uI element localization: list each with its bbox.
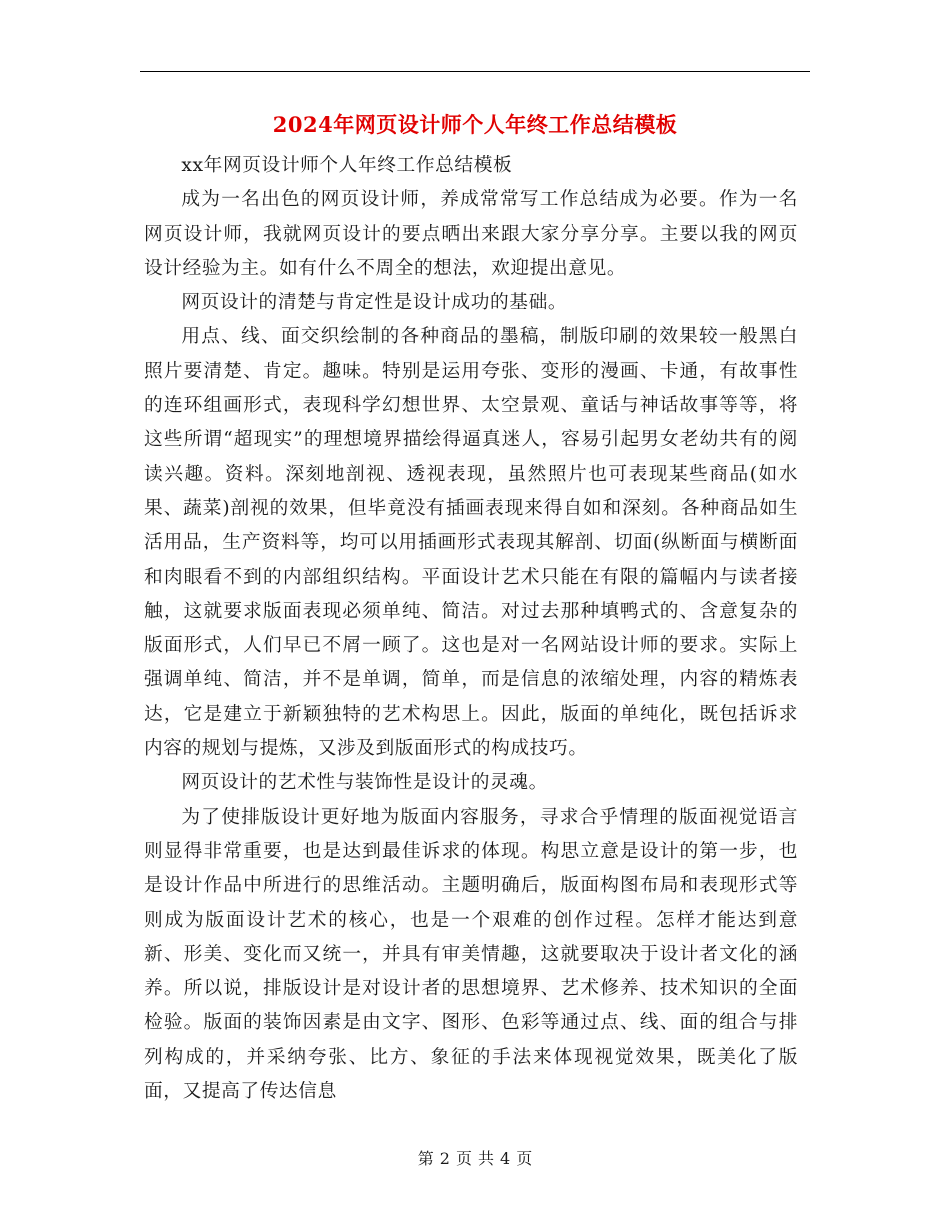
footer-total-pages: 4 — [500, 1149, 511, 1168]
paragraph-clarity: 用点、线、面交织绘制的各种商品的墨稿，制版印刷的效果较一般黑白照片要清楚、肯定。趣味。特别是运用夸张、变形的漫画、卡通，有故事性的连环组画形式，表现科学幻想世界、太空景观、童话与神话故事等等，将这些所谓“超现实”的理想境界描绘得逼真迷人，容易引起男女老幼共有的阅读兴趣。资料。深刻地剖视、透视表现，虽然照片也可表现某些商品(如水果、蔬菜)剖视的效果，但毕竟没有插画表现来得自如和深刻。各种商品如生活用品，生产资料等，均可以用插画形式表现其解剖、切面(纵断面与横断面和肉眼看不到的内部组织结构。平面设计艺术只能在有限的篇幅内与读者接触，这就要求版面表现必须单纯、简洁。对过去那种填鸭式的、含意复杂的版面形式，人们早已不屑一顾了。这也是对一名网站设计师的要求。实际上强调单纯、简洁，并不是单调，简单，而是信息的浓缩处理，内容的精炼表达，它是建立于新颖独特的艺术构思上。因此，版面的单纯化，既包括诉求内容的规划与提炼，又涉及到版面形式的构成技巧。 — [144, 326, 798, 760]
paragraph-intro: 成为一名出色的网页设计师，养成常常写工作总结成为必要。作为一名网页设计师，我就网页设计的要点晒出来跟大家分享分享。主要以我的网页设计经验为主。如有什么不周全的想法，欢迎提出意见。 — [144, 189, 798, 279]
footer-prefix: 第 — [417, 1149, 434, 1168]
paragraph-artistry: 为了使排版设计更好地为版面内容服务，寻求合乎情理的版面视觉语言则显得非常重要，也是达到最佳诉求的体现。构思立意是设计的第一步，也是设计作品中所进行的思维活动。主题明确后，版面构图布局和表现形式等则成为版面设计艺术的核心，也是一个艰难的创作过程。怎样才能达到意新、形美、变化而又统一，并具有审美情趣，这就要取决于设计者文化的涵养。所以说，排版设计是对设计者的思想境界、艺术修养、技术知识的全面检验。版面的装饰因素是由文字、图形、色彩等通过点、线、面的组合与排列构成的，并采纳夸张、比方、象征的手法来体现视觉效果，既美化了版面，又提高了传达信息 — [144, 806, 798, 1103]
header-rule — [140, 71, 810, 72]
section-heading-artistry: 网页设计的艺术性与装饰性是设计的灵魂。 — [181, 772, 548, 794]
document-body — [144, 149, 798, 1109]
paragraph-subtitle: xx年网页设计师个人年终工作总结模板 — [181, 155, 513, 176]
section-heading-clarity: 网页设计的清楚与肯定性是设计成功的基础。 — [181, 292, 568, 314]
footer-total-word: 共 — [478, 1149, 495, 1168]
footer-page-word: 页 — [455, 1149, 472, 1168]
footer-suffix: 页 — [516, 1149, 533, 1168]
document-title: 2024年网页设计师个人年终工作总结模板 — [272, 112, 678, 137]
page-footer — [0, 1148, 950, 1170]
footer-current-page: 2 — [439, 1149, 450, 1168]
